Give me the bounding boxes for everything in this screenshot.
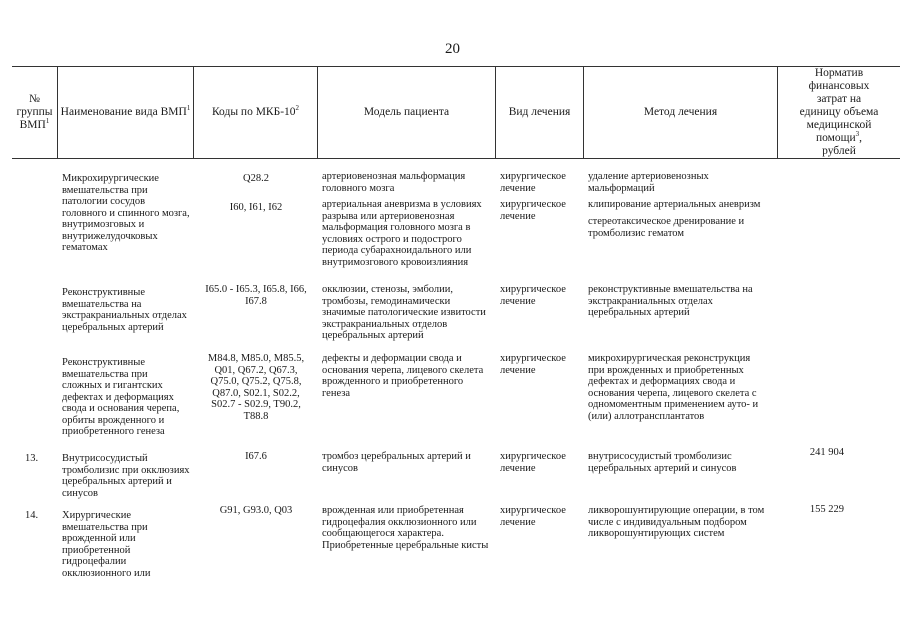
footnote-mark: 1 <box>45 116 50 125</box>
financial-norm: 241 904 <box>809 447 844 458</box>
header-name-text: Наименование вида ВМП <box>60 105 187 118</box>
treatment-method: внутрисосудистый тромболизис церебральных артерий и синусов <box>588 451 737 474</box>
treatment-method: удаление артериовенозных мальформаций <box>588 171 709 194</box>
patient-model: артериовенозная мальформация головного мозга <box>322 171 466 194</box>
treatment-method: клипирование артериальных аневризм <box>588 199 761 210</box>
patient-model: окклюзии, стенозы, эмболии, тромбозы, гемодинамически значимые патологические извитости экстракраниальных отделов церебральных артерий <box>322 284 486 341</box>
treatment-method: ликворошунтирующие операции, в том числе с индивидуальным подбором ликворошунтирующих систем <box>588 505 765 539</box>
header-name <box>58 66 193 158</box>
treatment-type: хирургическое лечение <box>500 505 566 528</box>
vmp-name: Микрохирургические вмешательства при патологии сосудов головного и спинного мозга, внутримозговых и внутрижелудочковых гематомах <box>62 173 190 253</box>
vmp-name: Хирургические вмешательства при врожденной или приобретенной гидроцефалии окклюзионного или <box>62 510 151 579</box>
header-method: Метод лечения <box>643 105 718 118</box>
treatment-type: хирургическое лечение <box>500 199 566 222</box>
treatment-method: реконструктивные вмешательства на экстракраниальных отделах церебральных артерий <box>588 284 753 318</box>
icd-codes: I65.0 - I65.3, I65.8, I66, I67.8 <box>205 284 307 307</box>
treatment-method: микрохирургическая реконструкция при врожденных и приобретенных дефектах и деформациях свода и основания черепа, лицевого скелета с одномоментным применением ауто- и (или) аллотрансплантатов <box>588 353 759 422</box>
page-number: 20 <box>445 41 460 57</box>
group-number: 13. <box>25 453 39 464</box>
treatment-type: хирургическое лечение <box>500 284 566 307</box>
group-number: 14. <box>25 510 39 521</box>
icd-codes: I67.6 <box>245 451 267 462</box>
treatment-type: хирургическое лечение <box>500 353 566 376</box>
icd-codes: G91, G93.0, Q03 <box>219 505 293 516</box>
patient-model: артериальная аневризма в условиях разрыва или артериовенозная мальформация головного мозга в условиях острого и подострого периода субарахноидального или внутримозгового кровоизлияния <box>322 199 482 268</box>
treatment-method: стереотаксическое дренирование и тромболизис гематом <box>588 216 745 239</box>
icd-codes: I60, I61, I62 <box>229 202 283 213</box>
footnote-mark: 1 <box>186 103 191 112</box>
vmp-name: Реконструктивные вмешательства при сложных и гигантских дефектах и деформациях свода и основания черепа, орбиты врожденного и приобретенного генеза <box>62 357 180 437</box>
treatment-type: хирургическое лечение <box>500 171 566 194</box>
patient-model: дефекты и деформации свода и основания черепа, лицевого скелета врожденного и приобретенного генеза <box>322 353 484 399</box>
header-codes <box>194 66 317 158</box>
header-bottom-border <box>12 158 900 159</box>
financial-norm: 155 229 <box>809 504 844 515</box>
footnote-mark: 3 <box>855 129 860 138</box>
icd-codes: M84.8, M85.0, M85.5, Q01, Q67.2, Q67.3, Q75.0, Q75.2, Q75.8, Q87.0, S02.1, S02.2, S02.7 - S02.9, T90.2, T88.8 <box>207 353 305 422</box>
header-norm <box>778 66 900 158</box>
header-model: Модель пациента <box>363 105 450 118</box>
treatment-type: хирургическое лечение <box>500 451 566 474</box>
header-codes-text: Коды по МКБ-10 <box>211 105 296 118</box>
vmp-name: Реконструктивные вмешательства на экстракраниальных отделах церебральных артерий <box>62 287 187 333</box>
vmp-name: Внутрисосудистый тромболизис при окклюзиях церебральных артерий и синусов <box>62 453 190 499</box>
header-group-no <box>12 66 57 158</box>
icd-codes: Q28.2 <box>243 173 269 184</box>
header-norm-suffix: , рублей <box>822 131 863 157</box>
header-group-no-text: № группы ВМП <box>16 92 53 131</box>
header-treatment-type: Вид лечения <box>508 105 571 118</box>
patient-model: тромбоз церебральных артерий и синусов <box>322 451 471 474</box>
patient-model: врожденная или приобретенная гидроцефалия окклюзионного или сообщающегося характера. Приобретенные церебральные кисты <box>322 505 489 551</box>
header-norm-text: Норматив финансовых затрат на единицу объема медицинской помощи <box>799 66 879 144</box>
footnote-mark: 2 <box>295 103 300 112</box>
